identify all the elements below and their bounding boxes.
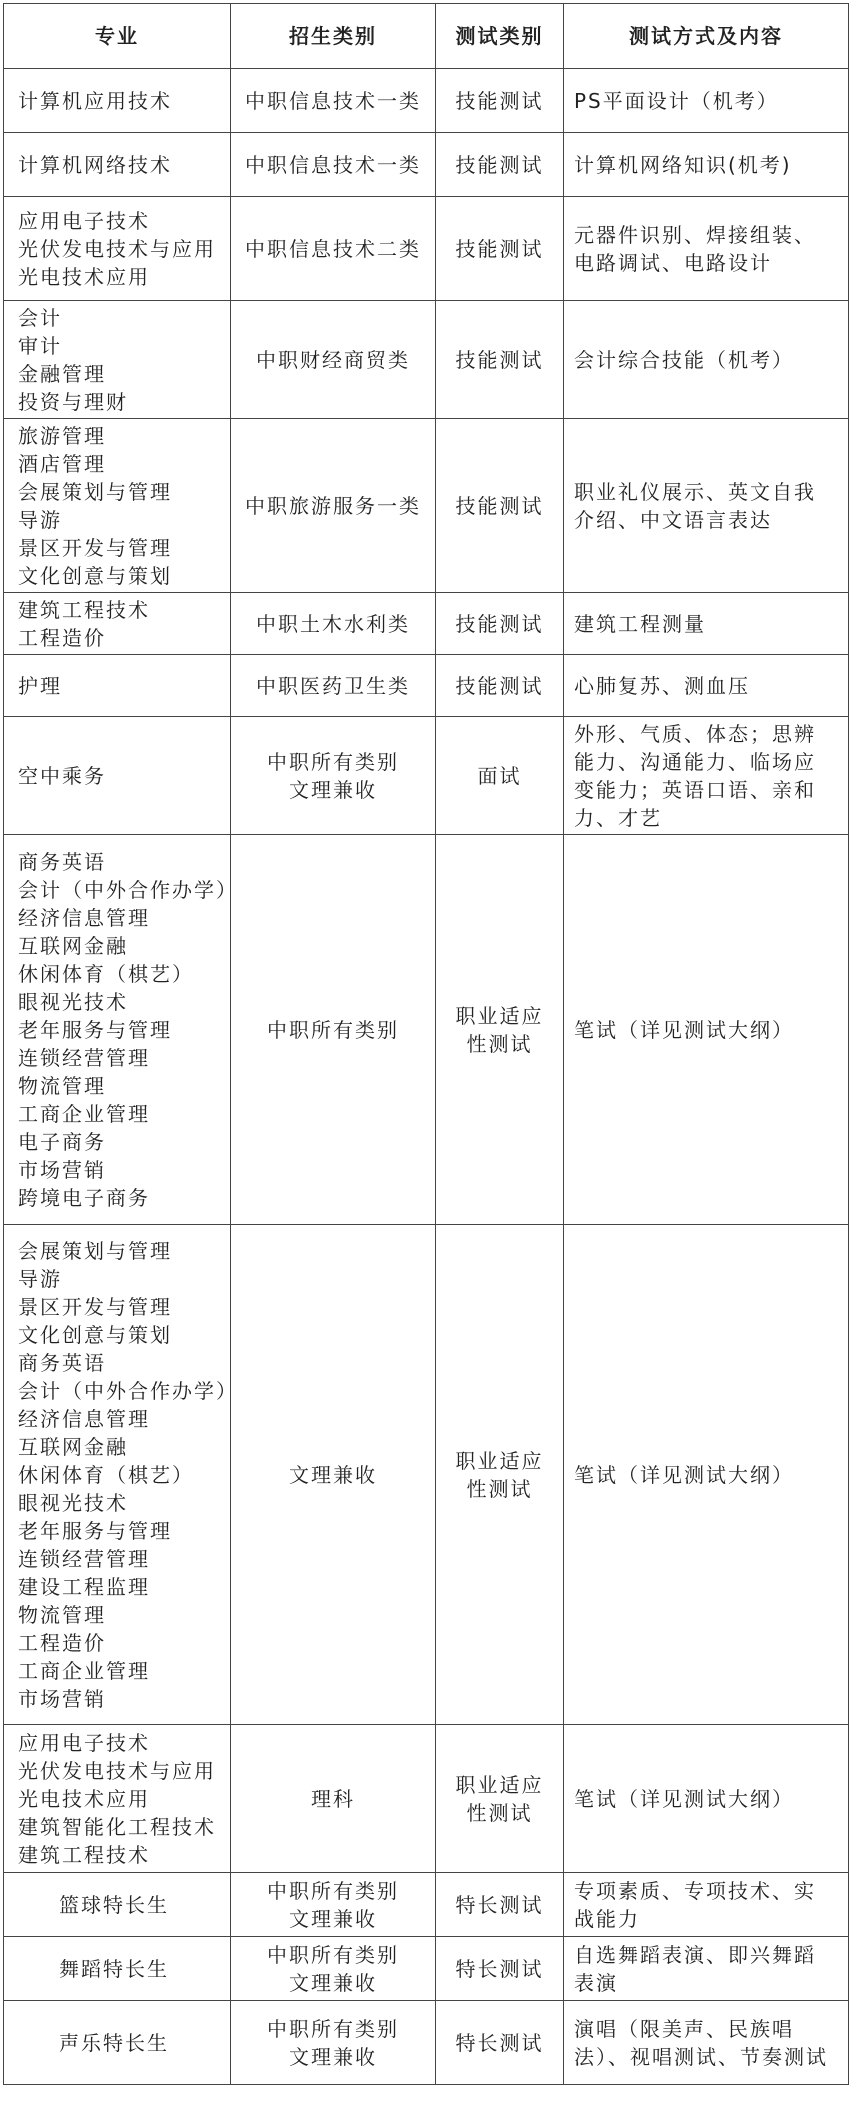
- table-row: [4, 69, 849, 133]
- major-cell: [4, 655, 231, 717]
- table-row: [4, 419, 849, 593]
- major-line: 工程造价: [18, 625, 106, 650]
- header-test-content: 测试方式及内容: [564, 4, 849, 69]
- major-line: 旅游管理: [18, 423, 106, 448]
- major-cell: [4, 133, 231, 197]
- major-line: 工商企业管理: [18, 1658, 150, 1683]
- test-content-cell: 计算机网络知识(机考): [564, 133, 849, 197]
- table-row: [4, 835, 849, 1225]
- admission-category-cell: [231, 1225, 436, 1725]
- major-line: 空中乘务: [18, 763, 106, 788]
- test-type-cell: [436, 1937, 564, 2001]
- major-line: 工程造价: [18, 1630, 106, 1655]
- test-content-cell: 专项素质、专项技术、实战能力: [564, 1873, 849, 1937]
- test-type-line: 职业适应: [455, 1448, 544, 1473]
- major-line: 会展策划与管理: [18, 479, 172, 504]
- test-type-cell: [436, 717, 564, 835]
- admission-category-cell: [231, 655, 436, 717]
- major-line: 光电技术应用: [18, 1786, 150, 1811]
- major-line: 篮球特长生: [59, 1892, 169, 1917]
- header-test-type: 测试类别: [436, 4, 564, 69]
- admission-category-cell: [231, 1937, 436, 2001]
- test-type-line: 技能测试: [455, 88, 544, 113]
- major-line: 眼视光技术: [18, 1490, 128, 1515]
- major-line: 光电技术应用: [18, 264, 150, 289]
- category-line: 中职信息技术一类: [245, 152, 421, 177]
- major-line: 经济信息管理: [18, 1406, 150, 1431]
- test-type-cell: [436, 1725, 564, 1873]
- major-line: 经济信息管理: [18, 905, 150, 930]
- test-content-cell: 元器件识别、焊接组装、电路调试、电路设计: [564, 197, 849, 301]
- category-line: 理科: [311, 1786, 355, 1811]
- category-line: 文理兼收: [289, 777, 377, 802]
- major-line: 应用电子技术: [18, 1730, 150, 1755]
- test-type-line: 性测试: [466, 1800, 533, 1825]
- major-cell: [4, 419, 231, 593]
- major-cell: [4, 1937, 231, 2001]
- major-cell: [4, 2001, 231, 2085]
- major-line: 物流管理: [18, 1073, 106, 1098]
- category-line: 中职所有类别: [267, 749, 399, 774]
- major-line: 跨境电子商务: [18, 1185, 150, 1210]
- category-line: 中职旅游服务一类: [245, 493, 421, 518]
- test-type-line: 职业适应: [455, 1003, 544, 1028]
- test-type-cell: [436, 593, 564, 655]
- major-cell: [4, 1725, 231, 1873]
- major-line: 文化创意与策划: [18, 1322, 172, 1347]
- table-row: [4, 655, 849, 717]
- admission-category-cell: [231, 835, 436, 1225]
- category-line: 中职所有类别: [267, 2016, 399, 2041]
- category-line: 文理兼收: [289, 2044, 377, 2069]
- major-line: 计算机网络技术: [18, 152, 172, 177]
- test-type-cell: [436, 1225, 564, 1725]
- major-cell: [4, 69, 231, 133]
- test-content-cell: 笔试（详见测试大纲）: [564, 1225, 849, 1725]
- table-header-row: [4, 4, 849, 69]
- major-line: 景区开发与管理: [18, 1294, 172, 1319]
- major-line: 会计（中外合作办学）: [18, 1378, 238, 1403]
- admission-category-cell: [231, 717, 436, 835]
- major-cell: [4, 301, 231, 419]
- major-line: 导游: [18, 1266, 62, 1291]
- table-row: [4, 1225, 849, 1725]
- major-line: 光伏发电技术与应用: [18, 236, 216, 261]
- major-line: 电子商务: [18, 1129, 106, 1154]
- test-content-cell: 建筑工程测量: [564, 593, 849, 655]
- table-row: [4, 2001, 849, 2085]
- admission-category-cell: [231, 1725, 436, 1873]
- test-type-cell: [436, 301, 564, 419]
- major-line: 建设工程监理: [18, 1574, 150, 1599]
- test-content-cell: 外形、气质、体态；思辨能力、沟通能力、临场应变能力；英语口语、亲和力、才艺: [564, 717, 849, 835]
- major-line: 计算机应用技术: [18, 88, 172, 113]
- major-line: 老年服务与管理: [18, 1518, 172, 1543]
- major-line: 互联网金融: [18, 933, 128, 958]
- major-line: 物流管理: [18, 1602, 106, 1627]
- major-line: 舞蹈特长生: [59, 1956, 169, 1981]
- category-line: 中职所有类别: [267, 1878, 399, 1903]
- test-type-cell: [436, 69, 564, 133]
- test-type-line: 职业适应: [455, 1772, 544, 1797]
- admission-category-cell: [231, 69, 436, 133]
- table-row: [4, 1873, 849, 1937]
- admission-category-cell: [231, 419, 436, 593]
- category-line: 文理兼收: [289, 1970, 377, 1995]
- major-line: 金融管理: [18, 361, 106, 386]
- test-type-cell: [436, 133, 564, 197]
- major-cell: [4, 1225, 238, 1725]
- category-line: 中职所有类别: [267, 1017, 399, 1042]
- major-line: 护理: [18, 673, 62, 698]
- major-line: 工商企业管理: [18, 1101, 150, 1126]
- test-type-cell: [436, 419, 564, 593]
- major-line: 声乐特长生: [59, 2030, 169, 2055]
- major-cell: [4, 197, 231, 301]
- major-line: 休闲体育（棋艺）: [18, 1462, 194, 1487]
- major-line: 投资与理财: [18, 389, 128, 414]
- test-content-cell: PS平面设计（机考）: [564, 69, 849, 133]
- test-type-line: 面试: [477, 763, 522, 788]
- admission-test-table: [3, 3, 849, 2085]
- major-line: 连锁经营管理: [18, 1546, 150, 1571]
- category-line: 文理兼收: [289, 1462, 377, 1487]
- test-type-line: 特长测试: [455, 1956, 544, 1981]
- test-content-cell: 演唱（限美声、民族唱法）、视唱测试、节奏测试: [564, 2001, 849, 2085]
- test-type-line: 特长测试: [455, 1892, 544, 1917]
- major-cell: [4, 835, 238, 1225]
- admission-category-cell: [231, 301, 436, 419]
- test-type-line: 性测试: [466, 1476, 533, 1501]
- category-line: 中职土木水利类: [256, 611, 410, 636]
- major-line: 建筑工程技术: [18, 1842, 150, 1867]
- test-content-cell: 笔试（详见测试大纲）: [564, 1725, 849, 1873]
- table-row: [4, 593, 849, 655]
- test-type-cell: [436, 2001, 564, 2085]
- table-row: [4, 717, 849, 835]
- category-line: 中职信息技术一类: [245, 88, 421, 113]
- major-line: 商务英语: [18, 1350, 106, 1375]
- test-type-cell: [436, 197, 564, 301]
- header-admission-category: 招生类别: [231, 4, 436, 69]
- major-line: 会展策划与管理: [18, 1238, 172, 1263]
- test-content-cell: 心肺复苏、测血压: [564, 655, 849, 717]
- test-type-cell: [436, 655, 564, 717]
- test-type-line: 技能测试: [455, 236, 544, 261]
- major-line: 老年服务与管理: [18, 1017, 172, 1042]
- major-line: 导游: [18, 507, 62, 532]
- test-type-line: 技能测试: [455, 611, 544, 636]
- test-type-line: 技能测试: [455, 673, 544, 698]
- category-line: 中职医药卫生类: [256, 673, 410, 698]
- major-line: 市场营销: [18, 1686, 106, 1711]
- test-type-cell: [436, 1873, 564, 1937]
- table-row: [4, 197, 849, 301]
- major-line: 互联网金融: [18, 1434, 128, 1459]
- admission-category-cell: [231, 1873, 436, 1937]
- major-line: 建筑工程技术: [18, 597, 150, 622]
- test-type-line: 技能测试: [455, 347, 544, 372]
- admission-category-cell: [231, 593, 436, 655]
- major-line: 酒店管理: [18, 451, 106, 476]
- test-type-line: 技能测试: [455, 493, 544, 518]
- header-major: 专业: [4, 4, 231, 69]
- table-row: [4, 1725, 849, 1873]
- category-line: 中职信息技术二类: [245, 236, 421, 261]
- major-line: 审计: [18, 333, 62, 358]
- test-type-line: 技能测试: [455, 152, 544, 177]
- table-row: [4, 1937, 849, 2001]
- table-body: [4, 69, 849, 2085]
- major-cell: [4, 717, 231, 835]
- major-line: 光伏发电技术与应用: [18, 1758, 216, 1783]
- major-line: 连锁经营管理: [18, 1045, 150, 1070]
- major-line: 商务英语: [18, 849, 106, 874]
- major-cell: [4, 593, 231, 655]
- test-content-cell: 自选舞蹈表演、即兴舞蹈表演: [564, 1937, 849, 2001]
- admission-category-cell: [231, 2001, 436, 2085]
- admission-category-cell: [231, 133, 436, 197]
- category-line: 中职财经商贸类: [256, 347, 410, 372]
- major-line: 会计（中外合作办学）: [18, 877, 238, 902]
- admission-category-cell: [231, 197, 436, 301]
- major-line: 休闲体育（棋艺）: [18, 961, 194, 986]
- major-line: 文化创意与策划: [18, 563, 172, 588]
- table-row: [4, 301, 849, 419]
- category-line: 中职所有类别: [267, 1942, 399, 1967]
- test-type-line: 性测试: [466, 1031, 533, 1056]
- major-cell: [4, 1873, 231, 1937]
- test-content-cell: 会计综合技能（机考）: [564, 301, 849, 419]
- major-line: 应用电子技术: [18, 208, 150, 233]
- test-content-cell: 笔试（详见测试大纲）: [564, 835, 849, 1225]
- test-type-line: 特长测试: [455, 2030, 544, 2055]
- major-line: 眼视光技术: [18, 989, 128, 1014]
- major-line: 景区开发与管理: [18, 535, 172, 560]
- table-row: [4, 133, 849, 197]
- major-line: 市场营销: [18, 1157, 106, 1182]
- test-content-cell: 职业礼仪展示、英文自我介绍、中文语言表达: [564, 419, 849, 593]
- major-line: 会计: [18, 305, 62, 330]
- category-line: 文理兼收: [289, 1906, 377, 1931]
- major-line: 建筑智能化工程技术: [18, 1814, 216, 1839]
- test-type-cell: [436, 835, 564, 1225]
